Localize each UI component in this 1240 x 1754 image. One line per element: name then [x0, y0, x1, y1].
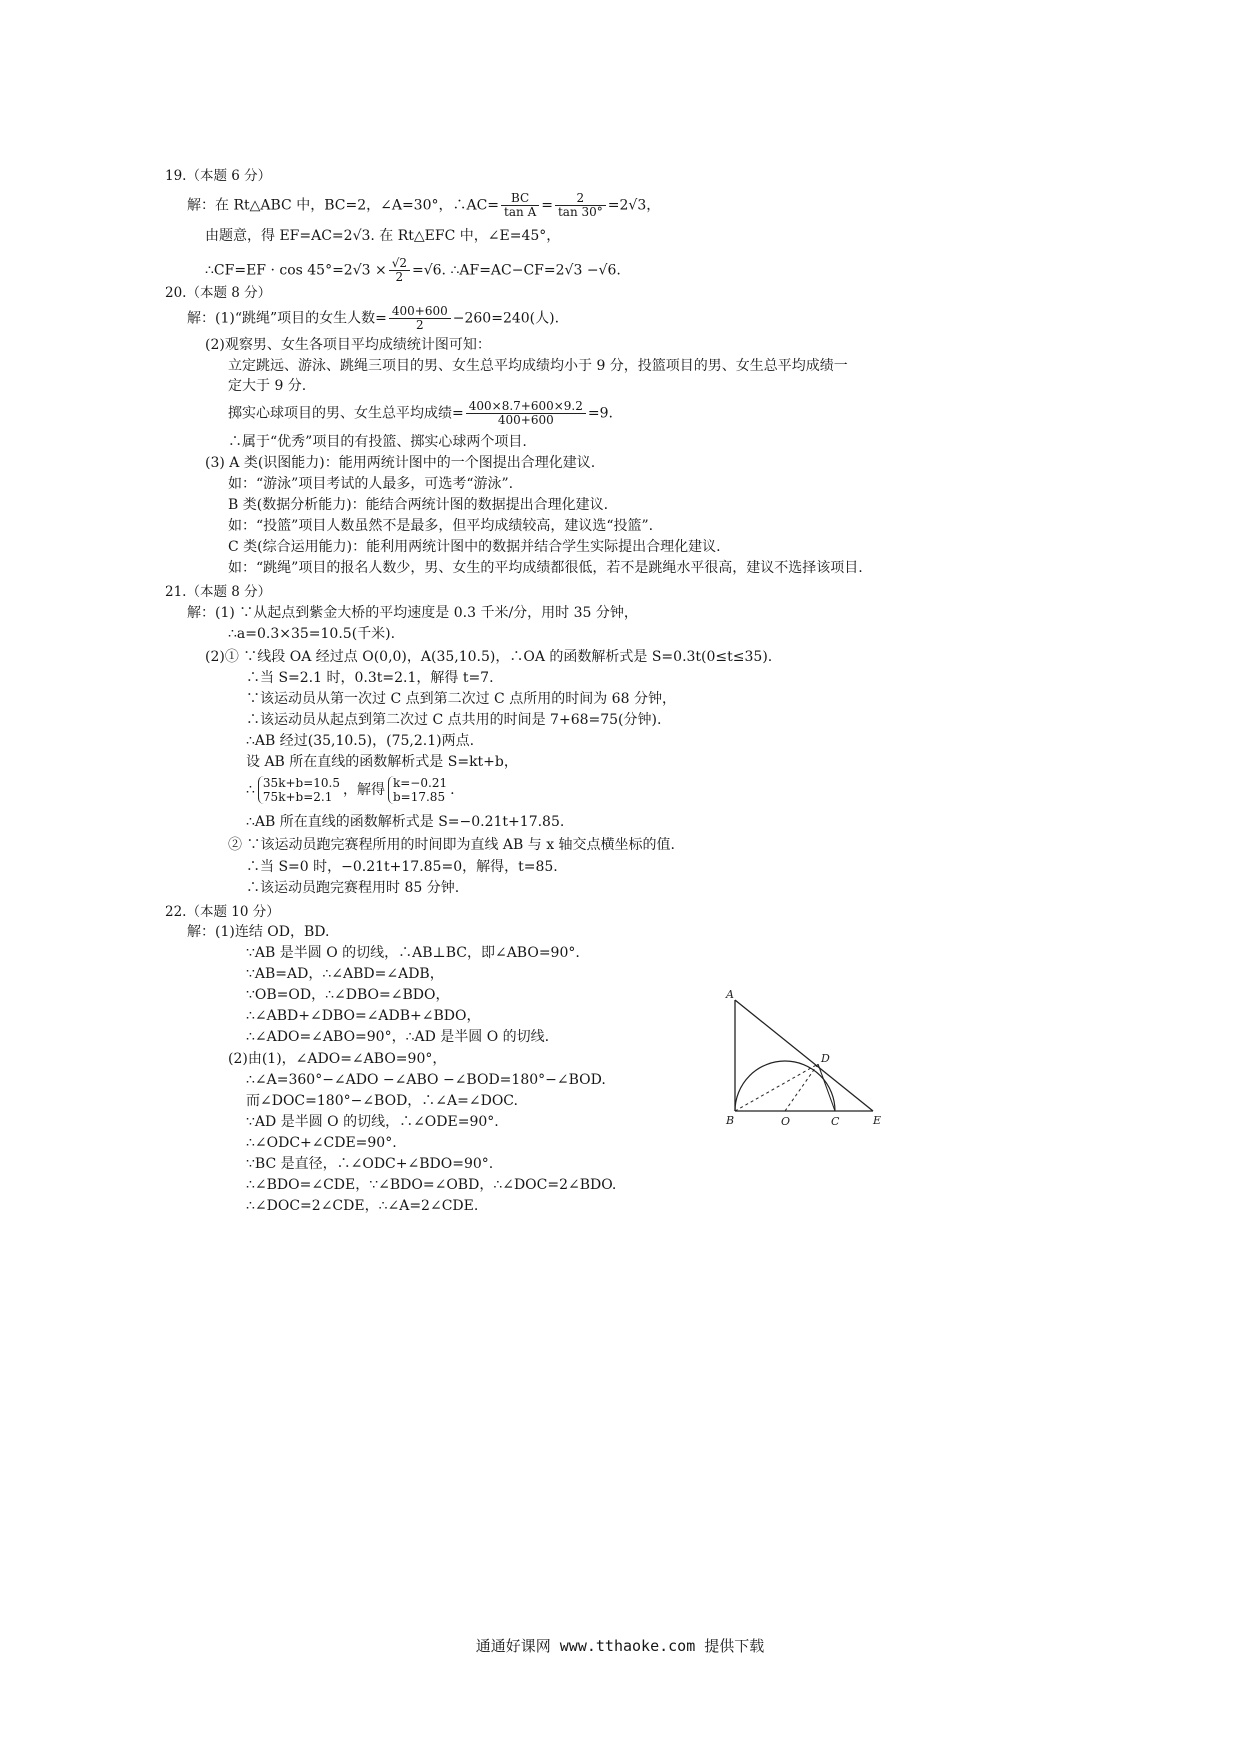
- q22-line-7: (2)由(1)，∠ADO=∠ABO=90°，: [228, 1051, 447, 1067]
- q21-line-5: ∵该运动员从第一次过 C 点到第二次过 C 点所用的时间为 68 分钟，: [246, 691, 676, 707]
- label-e: E: [873, 1114, 882, 1127]
- q22-line-8: ∴∠A=360°−∠ADO −∠ABO −∠BOD=180°−∠BOD.: [246, 1072, 606, 1088]
- q22-line-14: ∴∠DOC=2∠CDE，∴∠A=2∠CDE.: [246, 1198, 479, 1214]
- q20-line-1: 解：(1)“跳绳”项目的女生人数= $\frac{400+600}{2}$ −260=240(人).: [187, 304, 560, 332]
- q21-header: 21.（本题 8 分）: [165, 584, 272, 600]
- q22-line-10: ∵AD 是半圆 O 的切线，∴∠ODE=90°.: [246, 1114, 499, 1130]
- q21-line-4: ∴当 S=2.1 时，0.3t=2.1，解得 t=7.: [246, 670, 494, 686]
- q21-line-11: ② ∵该运动员跑完赛程所用的时间即为直线 AB 与 x 轴交点横坐标的值.: [228, 837, 675, 853]
- q19-line-2: 由题意，得 EF=AC=2√3. 在 Rt△EFC 中，∠E=45°，: [205, 228, 561, 244]
- q22-geometry-figure: [725, 988, 885, 1150]
- q20-line-8: 如：“游泳”项目考试的人最多，可选考“游泳”.: [228, 476, 514, 492]
- fraction: $\frac{√2}{2}$: [389, 257, 410, 284]
- q20-line-2: (2)观察男、女生各项目平均成绩统计图可知：: [205, 337, 491, 353]
- q21-line-3: (2)① ∵线段 OA 经过点 O(0,0)，A(35,10.5)，∴OA 的函数解析式是 S=0.3t(0≤t≤35).: [205, 649, 773, 665]
- q22-line-4: ∵OB=OD，∴∠DBO=∠BDO，: [246, 987, 450, 1003]
- q22-line-3: ∵AB=AD，∴∠ABD=∠ADB，: [246, 966, 444, 982]
- q22-line-13: ∴∠BDO=∠CDE，∵∠BDO=∠OBD，∴∠DOC=2∠BDO.: [246, 1177, 617, 1193]
- q22-line-9: 而∠DOC=180°−∠BOD，∴∠A=∠DOC.: [246, 1093, 518, 1109]
- q21-line-2: ∴a=0.3×35=10.5(千米).: [228, 626, 396, 642]
- fraction: $\frac{2}{\tan 30^\circ}$: [555, 192, 606, 219]
- segment-bd: [735, 1064, 818, 1111]
- label-a: A: [726, 988, 734, 1001]
- equation-system-solution: k=−0.21 b=17.85: [388, 776, 447, 804]
- fraction: $\frac{400\times 8.7+600\times 9.2}{400+600}$: [466, 400, 586, 427]
- q20-line-3: 立定跳远、游泳、跳绳三项目的男、女生总平均成绩均小于 9 分，投篮项目的男、女生总平均成绩一: [228, 358, 848, 374]
- q19-header: 19.（本题 6 分）: [165, 168, 272, 184]
- q20-line-10: 如：“投篮”项目人数虽然不是最多，但平均成绩较高，建议选“投篮”.: [228, 518, 654, 534]
- q21-line-8: 设 AB 所在直线的函数解析式是 S=kt+b，: [246, 754, 518, 770]
- q20-line-7: (3) A 类(识图能力)：能用两统计图中的一个图提出合理化建议.: [205, 455, 596, 471]
- fraction: $\frac{BC}{\text{tan A}}$: [501, 192, 539, 219]
- label-b: B: [726, 1114, 735, 1127]
- q19-line-3: ∴CF=EF · cos 45°=2√3 × $\frac{√2}{2}$ =√6. ∴AF=AC−CF=2√3 −√6.: [205, 256, 621, 284]
- equation-system: 35k+b=10.5 75k+b=2.1: [258, 776, 340, 804]
- q20-line-12: 如：“跳绳”项目的报名人数少，男、女生的平均成绩都很低，若不是跳绳水平很高，建议不选择该项目.: [228, 560, 863, 576]
- q22-line-1: 解：(1)连结 OD，BD.: [187, 924, 330, 940]
- q22-line-12: ∵BC 是直径，∴∠ODC+∠BDO=90°.: [246, 1156, 494, 1172]
- q21-line-10: ∴AB 所在直线的函数解析式是 S=−0.21t+17.85.: [246, 814, 565, 830]
- q21-line-12: ∴当 S=0 时，−0.21t+17.85=0，解得，t=85.: [246, 859, 558, 875]
- q21-line-9: ∴ 35k+b=10.5 75k+b=2.1 ，解得 k=−0.21 b=17.85 .: [246, 776, 455, 804]
- segment-dc: [818, 1064, 835, 1111]
- segment-ae: [735, 1000, 873, 1111]
- q20-line-11: C 类(综合运用能力)：能利用两统计图中的数据并结合学生实际提出合理化建议.: [228, 539, 721, 555]
- q20-line-5: 掷实心球项目的男、女生总平均成绩= $\frac{400\times 8.7+600\times 9.2}{400+600}$ =9.: [228, 399, 613, 427]
- segment-od: [785, 1064, 818, 1111]
- q22-line-11: ∴∠ODC+∠CDE=90°.: [246, 1135, 397, 1151]
- q22-line-2: ∵AB 是半圆 O 的切线，∴AB⊥BC，即∠ABO=90°.: [246, 945, 580, 961]
- label-c: C: [831, 1115, 840, 1128]
- q20-line-6: ∴属于“优秀”项目的有投篮、掷实心球两个项目.: [228, 434, 527, 450]
- download-source-footer: 通通好课网 www.tthaoke.com 提供下载: [475, 1637, 765, 1655]
- q20-line-9: B 类(数据分析能力)：能结合两统计图的数据提出合理化建议.: [228, 497, 609, 513]
- q21-line-6: ∴该运动员从起点到第二次过 C 点共用的时间是 7+68=75(分钟).: [246, 712, 662, 728]
- q21-line-13: ∴该运动员跑完赛程用时 85 分钟.: [246, 880, 460, 896]
- q21-line-7: ∴AB 经过(35,10.5)，(75,2.1)两点.: [246, 733, 475, 749]
- fraction: $\frac{400+600}{2}$: [389, 305, 451, 332]
- q20-header: 20.（本题 8 分）: [165, 285, 272, 301]
- q19-line-1: 解：在 Rt△ABC 中，BC=2，∠A=30°，∴AC= $\frac{BC}{\text{tan A}}$ = $\frac{2}{\tan 30^\circ}$ =2√3，: [187, 191, 661, 219]
- q20-line-4: 定大于 9 分.: [228, 378, 307, 394]
- q21-line-1: 解：(1) ∵从起点到紫金大桥的平均速度是 0.3 千米/分，用时 35 分钟，: [187, 605, 638, 621]
- q22-line-6: ∴∠ADO=∠ABO=90°，∴AD 是半圆 O 的切线.: [246, 1029, 550, 1045]
- label-d: D: [821, 1052, 830, 1065]
- q22-line-5: ∴∠ABD+∠DBO=∠ADB+∠BDO，: [246, 1008, 481, 1024]
- q22-header: 22.（本题 10 分）: [165, 904, 280, 920]
- label-o: O: [781, 1115, 791, 1128]
